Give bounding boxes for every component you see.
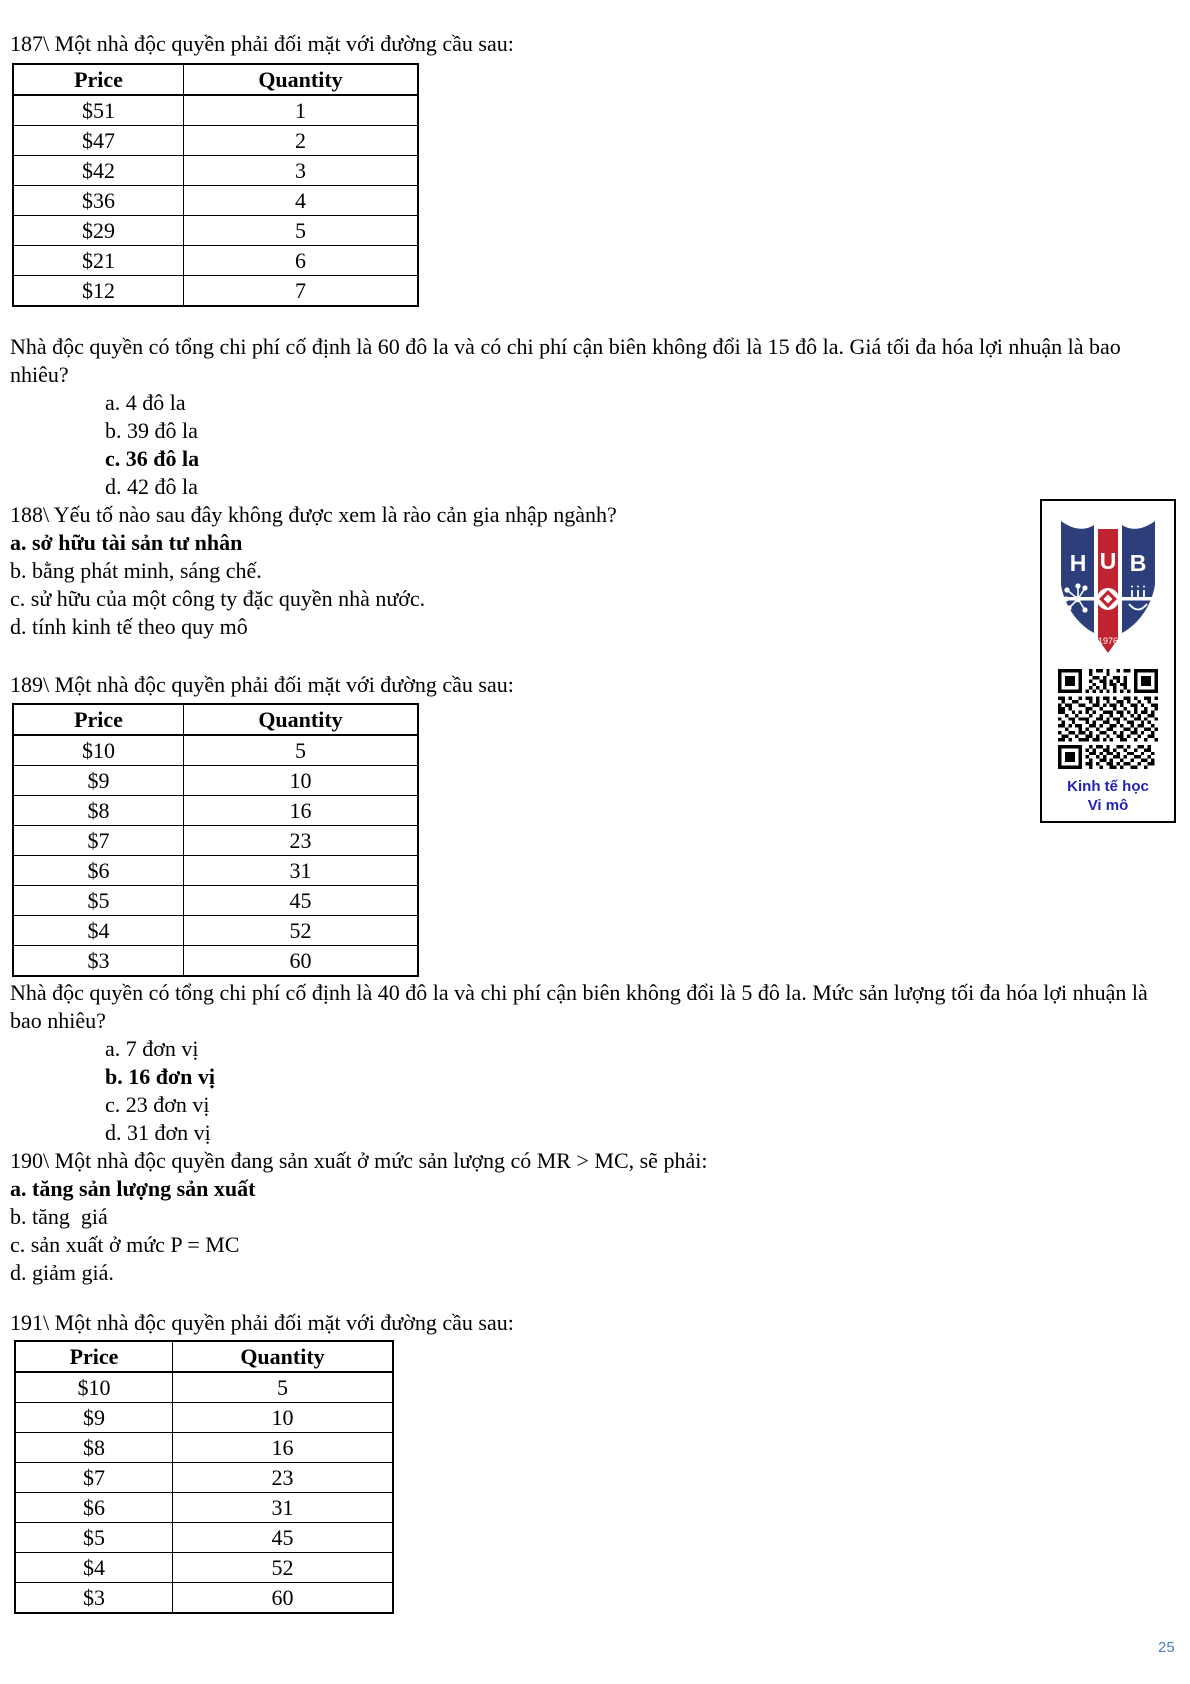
table-row: [13, 916, 418, 946]
table-cell: $3: [15, 1583, 173, 1614]
answer-option: b. 39 đô la: [105, 418, 198, 443]
question-188-options: [10, 529, 1178, 641]
answer-option: b. 16 đơn vị: [105, 1064, 215, 1089]
answer-option: b. tăng giá: [10, 1204, 108, 1229]
table-cell: 52: [173, 1553, 394, 1583]
question-191-heading: 191\ Một nhà độc quyền phải đối mặt với đường cầu sau:: [10, 1310, 514, 1335]
table-cell: 16: [173, 1433, 394, 1463]
logo-letter-u: U: [1099, 548, 1117, 574]
logo-year: 1976: [1097, 636, 1119, 646]
answer-option: d. 31 đơn vị: [105, 1120, 211, 1145]
table-cell: $3: [13, 946, 184, 977]
table-cell: $6: [13, 856, 184, 886]
table-cell: 31: [184, 856, 419, 886]
table-cell: $8: [13, 796, 184, 826]
table-row: [13, 186, 418, 216]
table-cell: 2: [184, 126, 419, 156]
hub-shield-logo-icon: [1058, 511, 1158, 661]
table-cell: 45: [184, 886, 419, 916]
table-row: [15, 1463, 393, 1493]
table-cell: 23: [173, 1463, 394, 1493]
answer-option: d. tính kinh tế theo quy mô: [10, 614, 248, 639]
answer-option: a. sở hữu tài sản tư nhân: [10, 530, 243, 555]
hub-branding-panel: [1040, 499, 1176, 823]
table-cell: 7: [184, 276, 419, 307]
table-row: [15, 1493, 393, 1523]
table-row: [13, 95, 418, 126]
table-cell: 52: [184, 916, 419, 946]
table-row: [15, 1523, 393, 1553]
quantity-column-header: Quantity: [184, 704, 419, 735]
answer-option: c. 23 đơn vị: [105, 1092, 210, 1117]
table-cell: $12: [13, 276, 184, 307]
table-cell: $8: [15, 1433, 173, 1463]
table-row: [13, 246, 418, 276]
table-cell: 6: [184, 246, 419, 276]
answer-option: b. bằng phát minh, sáng chế.: [10, 558, 262, 583]
table-row: [13, 766, 418, 796]
question-187-heading: 187\ Một nhà độc quyền phải đối mặt với đường cầu sau:: [10, 31, 514, 56]
table-cell: $21: [13, 246, 184, 276]
table-row: [13, 796, 418, 826]
table-row: [13, 126, 418, 156]
answer-option: d. giảm giá.: [10, 1260, 114, 1285]
question-187-options: [10, 389, 1178, 501]
table-cell: 5: [184, 216, 419, 246]
demand-table-187: [12, 63, 419, 307]
table-row: [13, 826, 418, 856]
answer-option: a. 7 đơn vị: [105, 1036, 199, 1061]
question-189-stem: Nhà độc quyền có tổng chi phí cố định là 40 đô la và chi phí cận biên không đổi là 5 đô la. Mức sản lượng tối đa hóa lợi nhuận là bao nhiêu?: [10, 980, 1148, 1033]
page-number: 25: [1158, 1639, 1175, 1656]
table-row: [13, 735, 418, 766]
answer-option: c. 36 đô la: [105, 446, 200, 471]
table-row: [13, 276, 418, 307]
coin-emblem-icon: [1097, 588, 1119, 610]
table-cell: $36: [13, 186, 184, 216]
logo-caption-line2: Vi mô: [1087, 797, 1129, 814]
table-row: [15, 1433, 393, 1463]
table-cell: 10: [173, 1403, 394, 1433]
table-row: [15, 1583, 393, 1614]
table-cell: 60: [173, 1583, 394, 1614]
table-cell: 5: [173, 1372, 394, 1403]
table-header-row: [13, 64, 418, 95]
answer-option: c. sử hữu của một công ty đặc quyền nhà nước.: [10, 586, 426, 611]
table-cell: 23: [184, 826, 419, 856]
table-cell: 10: [184, 766, 419, 796]
table-cell: 3: [184, 156, 419, 186]
table-cell: $9: [15, 1403, 173, 1433]
logo-letter-h: H: [1069, 550, 1087, 576]
question-190-heading: 190\ Một nhà độc quyền đang sản xuất ở mức sản lượng có MR > MC, sẽ phải:: [10, 1148, 708, 1173]
table-cell: 5: [184, 735, 419, 766]
table-cell: 31: [173, 1493, 394, 1523]
table-cell: $29: [13, 216, 184, 246]
table-row: [13, 216, 418, 246]
table-cell: 16: [184, 796, 419, 826]
table-cell: 4: [184, 186, 419, 216]
price-column-header: Price: [13, 64, 184, 95]
table-cell: $7: [15, 1463, 173, 1493]
table-cell: $10: [15, 1372, 173, 1403]
table-cell: $5: [13, 886, 184, 916]
table-cell: $6: [15, 1493, 173, 1523]
table-cell: $9: [13, 766, 184, 796]
logo-caption-line1: Kinh tế học: [1067, 778, 1149, 795]
question-190-options: [10, 1175, 1178, 1287]
table-header-row: [13, 704, 418, 735]
quantity-column-header: Quantity: [173, 1341, 394, 1372]
table-header-row: [15, 1341, 393, 1372]
table-row: [15, 1403, 393, 1433]
answer-option: a. tăng sản lượng sản xuất: [10, 1176, 256, 1201]
table-cell: $51: [13, 95, 184, 126]
table-row: [13, 156, 418, 186]
quantity-column-header: Quantity: [184, 64, 419, 95]
price-column-header: Price: [13, 704, 184, 735]
table-cell: 60: [184, 946, 419, 977]
qr-code: [1058, 669, 1158, 769]
table-cell: $4: [13, 916, 184, 946]
logo-letter-b: B: [1129, 550, 1147, 576]
table-cell: 1: [184, 95, 419, 126]
table-row: [15, 1372, 393, 1403]
table-cell: $4: [15, 1553, 173, 1583]
table-row: [13, 946, 418, 977]
table-cell: $47: [13, 126, 184, 156]
demand-table-189: [12, 703, 419, 977]
table-row: [13, 856, 418, 886]
table-row: [15, 1553, 393, 1583]
logo-caption: [1067, 777, 1149, 815]
table-cell: 45: [173, 1523, 394, 1553]
table-cell: $10: [13, 735, 184, 766]
table-cell: $5: [15, 1523, 173, 1553]
answer-option: d. 42 đô la: [105, 474, 198, 499]
table-cell: $42: [13, 156, 184, 186]
table-row: [13, 886, 418, 916]
price-column-header: Price: [15, 1341, 173, 1372]
question-187-stem: Nhà độc quyền có tổng chi phí cố định là 60 đô la và có chi phí cận biên không đổi là 15 đô la. Giá tối đa hóa lợi nhuận là bao nhiêu?: [10, 334, 1121, 387]
table-cell: $7: [13, 826, 184, 856]
question-189-options: [10, 1035, 1178, 1147]
demand-table-191: [14, 1340, 394, 1614]
answer-option: a. 4 đô la: [105, 390, 186, 415]
question-189-heading: 189\ Một nhà độc quyền phải đối mặt với đường cầu sau:: [10, 672, 514, 697]
question-188-heading: 188\ Yếu tố nào sau đây không được xem là rào cản gia nhập ngành?: [10, 502, 617, 527]
answer-option: c. sản xuất ở mức P = MC: [10, 1232, 240, 1257]
